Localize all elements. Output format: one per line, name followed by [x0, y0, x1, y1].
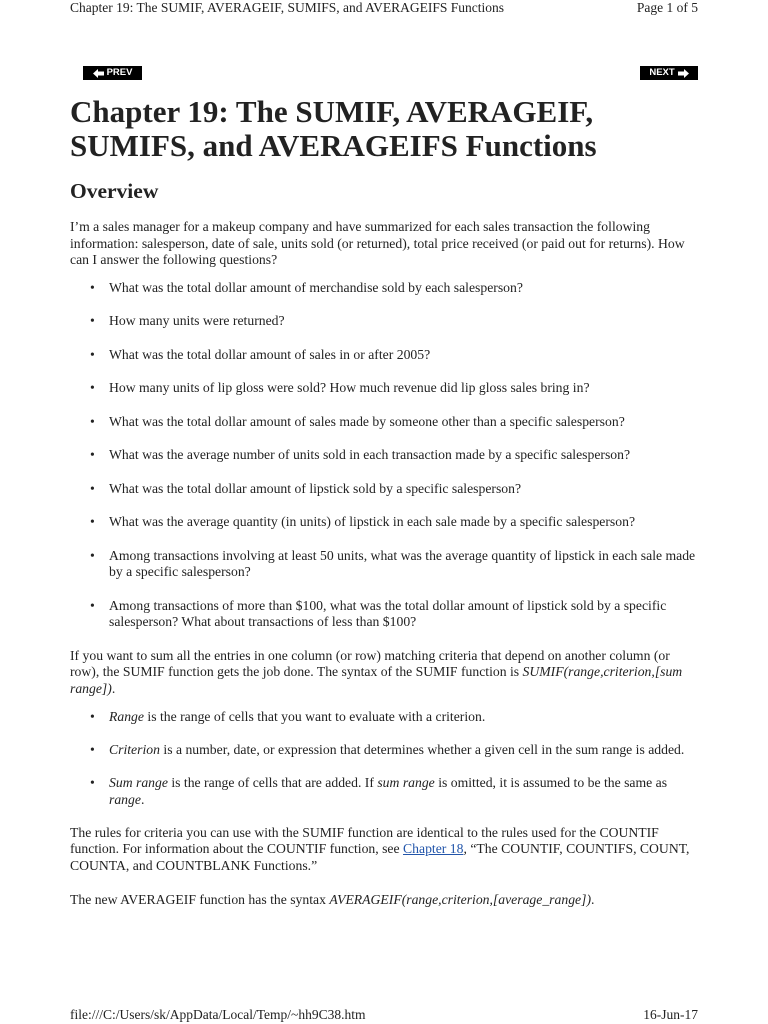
bullet-icon: • — [90, 447, 95, 462]
bullet-icon: • — [90, 413, 95, 429]
list-item: • Among transactions of more than $100, what was the total dollar amount of lipstick sold by a specific salesperson? What about transactions of less than $100? — [90, 597, 667, 629]
next-label: NEXT — [649, 67, 675, 78]
bullet-icon: • — [90, 775, 95, 790]
bullet-icon: • — [90, 742, 95, 757]
page-number: Page 1 of 5 — [636, 0, 698, 15]
list-item: • How many units were returned? — [90, 313, 285, 328]
bullet-icon: • — [90, 380, 95, 395]
definition-item: • Range is the range of cells that you want to evaluate with a criterion. — [90, 709, 486, 724]
list-item: • Among transactions involving at least 50 units, what was the average quantity of lipstick in each sale made by a specific salesperson? — [90, 547, 696, 579]
definition-item: • Criterion is a number, date, or expression that determines whether a given cell in the sum range is added. — [90, 742, 685, 757]
bullet-icon: • — [90, 313, 95, 328]
bullet-icon: • — [90, 480, 95, 496]
list-item: • What was the average quantity (in units) of lipstick in each sale made by a specific salesperson? — [90, 514, 636, 529]
averageif-syntax: AVERAGEIF(range,criterion,[average_range]) — [329, 892, 591, 907]
list-item: • What was the total dollar amount of sales made by someone other than a specific salesperson? — [90, 413, 625, 429]
chapter-content — [70, 95, 702, 909]
prev-button[interactable] — [83, 66, 142, 80]
chapter-18-link[interactable]: Chapter 18 — [403, 841, 464, 856]
bullet-icon: • — [90, 547, 95, 563]
page-header — [70, 0, 698, 18]
sumif-syntax: SUMIF(range,criterion,[sum range]) — [70, 664, 683, 696]
chapter-title: Chapter 19: The SUMIF, AVERAGEIF, SUMIFS, and AVERAGEIFS Functions — [70, 94, 597, 163]
list-item: • How many units of lip gloss were sold? How much revenue did lip gloss sales bring in? — [90, 380, 590, 395]
definitions-list — [70, 709, 702, 808]
prev-label: PREV — [106, 67, 133, 78]
averageif-paragraph: The new AVERAGEIF function has the syntax AVERAGEIF(range,criterion,[average_range]). — [70, 892, 595, 907]
bullet-icon: • — [90, 709, 95, 724]
bullet-icon: • — [90, 514, 95, 529]
file-path: file:///C:/Users/sk/AppData/Local/Temp/~hh9C38.htm — [70, 1007, 366, 1022]
header-title: Chapter 19: The SUMIF, AVERAGEIF, SUMIFS, and AVERAGEIFS Functions — [70, 0, 505, 15]
questions-list — [70, 280, 702, 631]
section-title: Overview — [70, 179, 159, 203]
sumif-paragraph: If you want to sum all the entries in one column (or row) matching criteria that depend on another column (or row), the SUMIF function gets the job done. The syntax of the SUMIF function is SUMIF(range,criterion,[sum range]). — [70, 647, 683, 696]
intro-paragraph: I’m a sales manager for a makeup company and have summarized for each sales transaction the following information: salesperson, date of sale, units sold (or returned), total price received (or paid out for returns). How can I answer the following questions? — [70, 219, 685, 267]
bullet-icon: • — [90, 279, 95, 295]
list-item: • What was the total dollar amount of sales in or after 2005? — [90, 346, 431, 362]
bullet-icon: • — [90, 597, 95, 613]
list-item: • What was the total dollar amount of merchandise sold by each salesperson? — [90, 279, 523, 295]
bullet-icon: • — [90, 346, 95, 362]
rules-paragraph: The rules for criteria you can use with the SUMIF function are identical to the rules used for the COUNTIF function. For information about the COUNTIF function, see Chapter 18, “The COUNTIF, COUNTIFS, COUNT, COUNTA, and COUNTBLANK Functions.” — [70, 824, 690, 873]
print-date: 16-Jun-17 — [643, 1007, 698, 1022]
arrow-right-icon — [678, 69, 689, 78]
next-button[interactable] — [640, 66, 698, 80]
arrow-left-icon — [93, 69, 104, 78]
list-item: • What was the total dollar amount of lipstick sold by a specific salesperson? — [90, 480, 522, 496]
list-item: • What was the average number of units sold in each transaction made by a specific salesperson? — [90, 447, 631, 462]
definition-item: • Sum range is the range of cells that are added. If sum range is omitted, it is assumed to be the same as range. — [90, 775, 668, 807]
